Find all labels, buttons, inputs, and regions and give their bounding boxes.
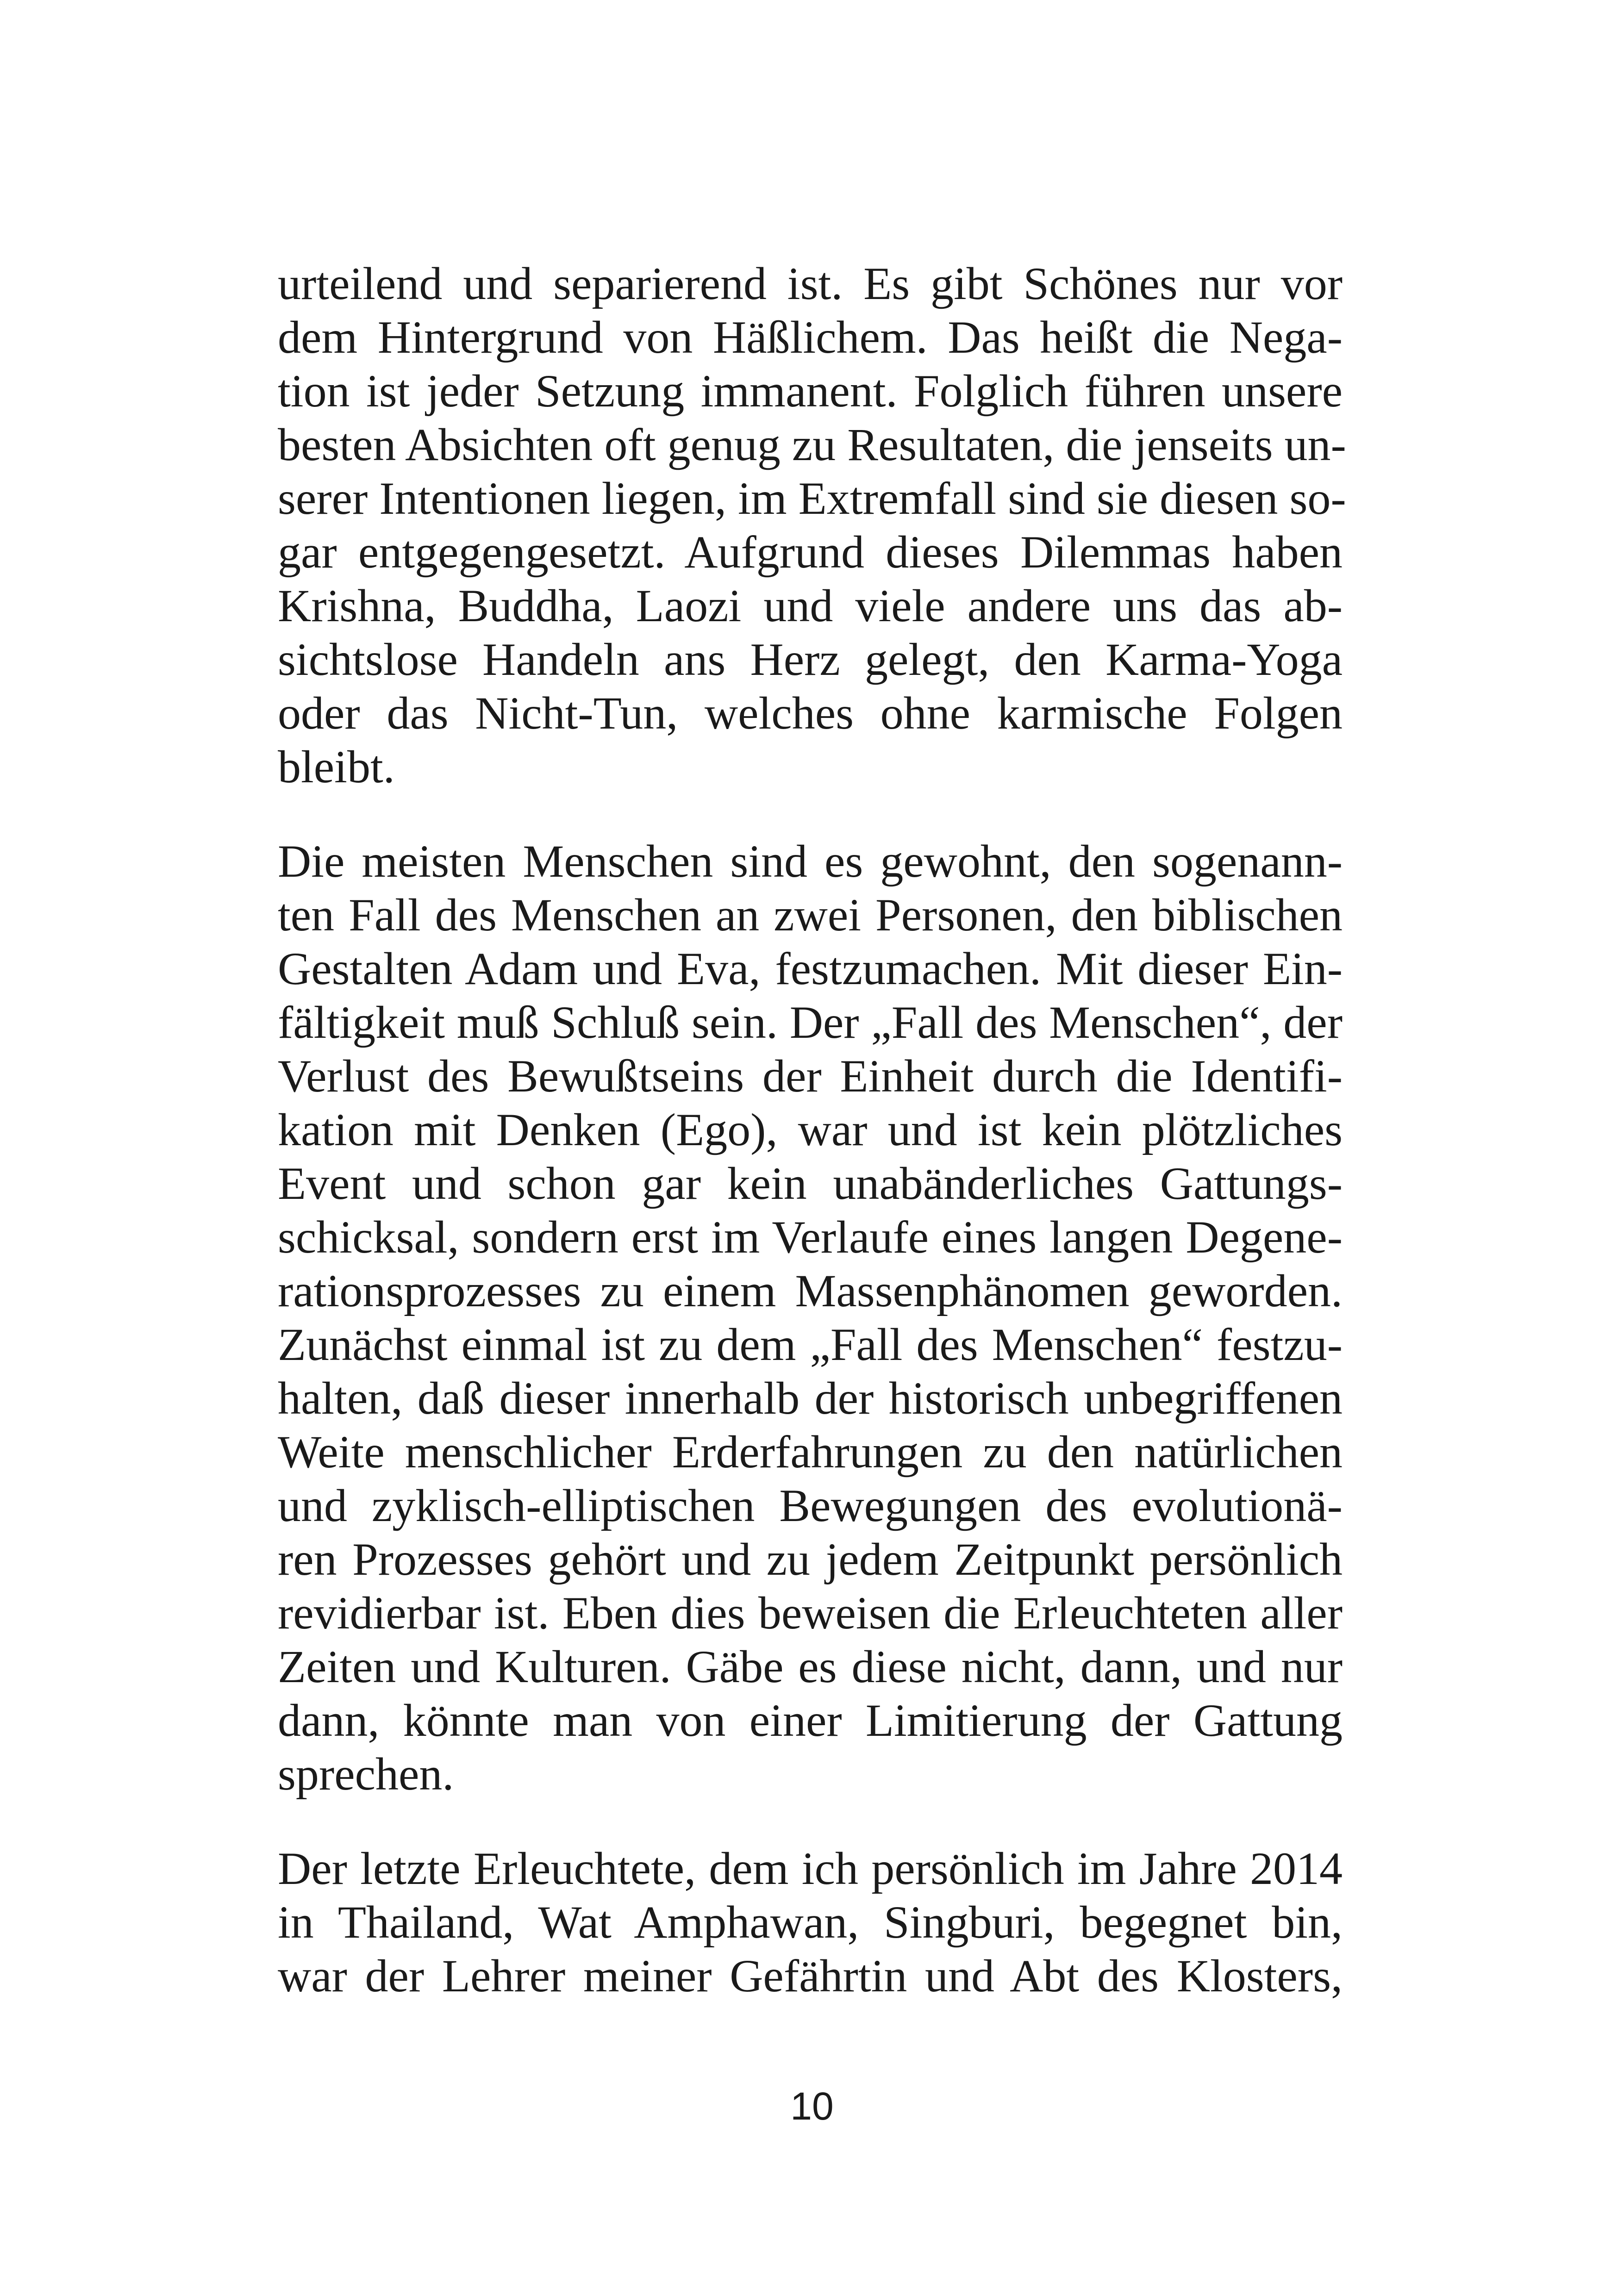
text-line: in Thailand, Wat Amphawan, Singburi, begegnet bin, bbox=[278, 1896, 1343, 1948]
text-line: tion ist jeder Setzung immanent. Folglich führen unsere bbox=[278, 365, 1343, 417]
text-line: dem Hintergrund von Häßlichem. Das heißt die Nega- bbox=[278, 312, 1343, 363]
text-line: Die meisten Menschen sind es gewohnt, den sogenann- bbox=[278, 836, 1343, 887]
text-line: ren Prozesses gehört und zu jedem Zeitpunkt persönlich bbox=[278, 1534, 1343, 1585]
paragraph-2 bbox=[278, 835, 1343, 1801]
text-line: rationsprozesses zu einem Massenphänomen geworden. bbox=[278, 1265, 1343, 1316]
text-line: halten, daß dieser innerhalb der historisch unbegriffenen bbox=[278, 1372, 1343, 1424]
paragraph-1 bbox=[278, 257, 1346, 794]
page-number: 10 bbox=[790, 2084, 834, 2128]
text-line: und zyklisch-elliptischen Bewegungen des evolutionä- bbox=[278, 1480, 1343, 1531]
text-line: revidierbar ist. Eben dies beweisen die Erleuchteten aller bbox=[278, 1587, 1343, 1639]
text-line: bleibt. bbox=[278, 741, 395, 792]
text-line: Zunächst einmal ist zu dem „Fall des Menschen“ festzu- bbox=[278, 1319, 1343, 1370]
text-line: Der letzte Erleuchtete, dem ich persönlich im Jahre 2014 bbox=[278, 1843, 1343, 1894]
text-line: urteilend und separierend ist. Es gibt Schönes nur vor bbox=[278, 258, 1343, 309]
text-line: Weite menschlicher Erderfahrungen zu den natürlichen bbox=[278, 1426, 1343, 1478]
paragraph-spacer bbox=[278, 1801, 1343, 1842]
text-line: Krishna, Buddha, Laozi und viele andere uns das ab- bbox=[278, 580, 1343, 631]
text-line: schicksal, sondern erst im Verlaufe eines langen Degene- bbox=[278, 1211, 1343, 1263]
paragraph-3 bbox=[278, 1842, 1343, 2003]
text-line: kation mit Denken (Ego), war und ist kein plötzliches bbox=[278, 1104, 1343, 1155]
text-line: serer Intentionen liegen, im Extremfall sind sie diesen so- bbox=[278, 473, 1346, 524]
text-line: Verlust des Bewußtseins der Einheit durch die Identifi- bbox=[278, 1050, 1343, 1102]
text-line: besten Absichten oft genug zu Resultaten, die jenseits un- bbox=[278, 419, 1346, 470]
text-line: Event und schon gar kein unabänderliches Gattungs- bbox=[278, 1158, 1343, 1209]
text-line: gar entgegengesetzt. Aufgrund dieses Dilemmas haben bbox=[278, 526, 1343, 578]
body-text bbox=[278, 257, 1346, 2003]
text-line: sichtslose Handeln ans Herz gelegt, den Karma-Yoga bbox=[278, 634, 1343, 685]
text-line: sprechen. bbox=[278, 1748, 454, 1800]
paragraph-spacer bbox=[278, 794, 1343, 835]
text-line: oder das Nicht-Tun, welches ohne karmische Folgen bbox=[278, 687, 1343, 739]
text-line: war der Lehrer meiner Gefährtin und Abt des Klosters, bbox=[278, 1950, 1343, 2002]
text-line: Gestalten Adam und Eva, festzumachen. Mit dieser Ein- bbox=[278, 943, 1343, 994]
text-line: dann, könnte man von einer Limitierung der Gattung bbox=[278, 1695, 1343, 1746]
text-line: ten Fall des Menschen an zwei Personen, den biblischen bbox=[278, 889, 1343, 941]
text-line: fältigkeit muß Schluß sein. Der „Fall des Menschen“, der bbox=[278, 997, 1343, 1048]
text-line: Zeiten und Kulturen. Gäbe es diese nicht, dann, und nur bbox=[278, 1641, 1343, 1692]
